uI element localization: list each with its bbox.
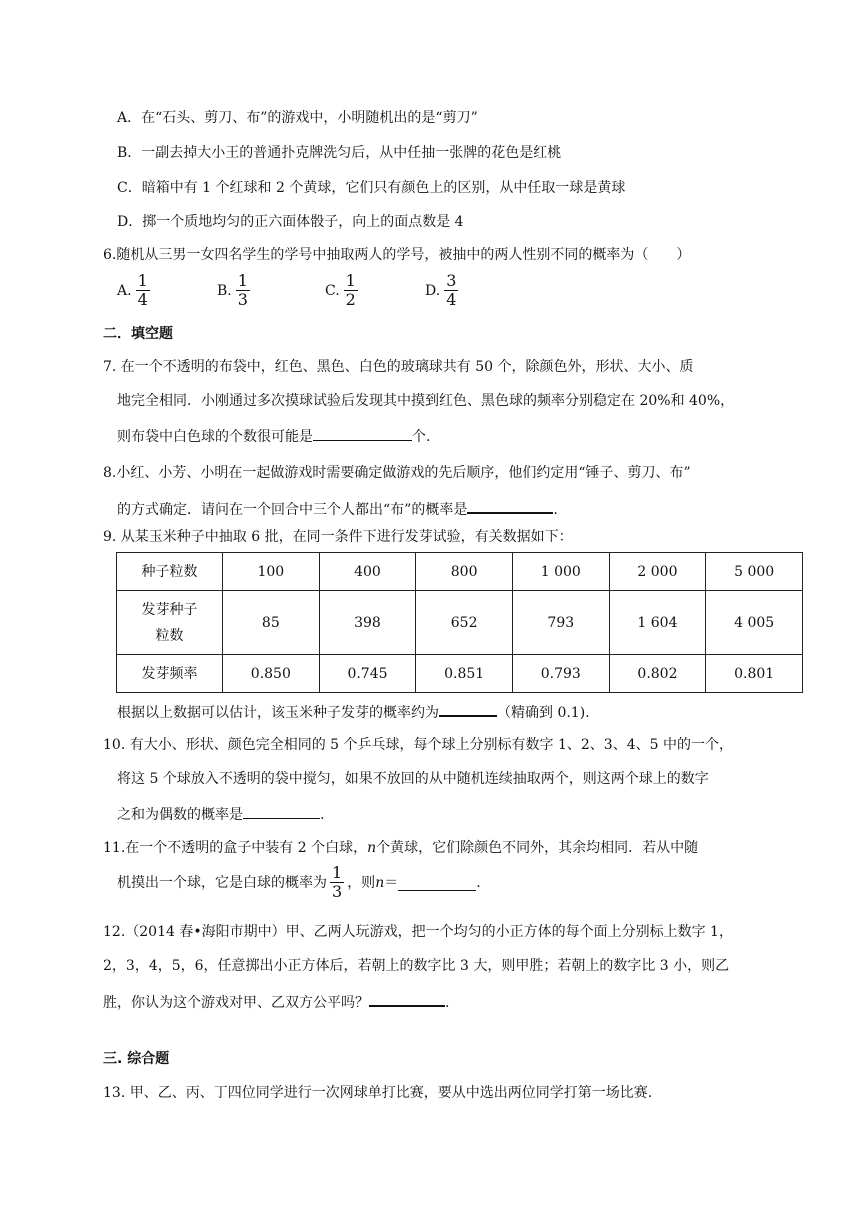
q11-text: 11.在一个不透明的盒子中装有 2 个白球，: [103, 840, 368, 856]
table-row-header: 发芽频率: [117, 655, 223, 693]
table-cell: 0.745: [319, 655, 416, 693]
fraction-numerator: 1: [237, 271, 248, 290]
q6-option-d: [425, 272, 458, 309]
table-row: [117, 591, 803, 655]
q10-line-2: 将这 5 个球放入不透明的袋中搅匀，如果不放回的从中随机连续抽取两个，则这两个球上的数字: [117, 771, 709, 787]
q6-question: 6.随机从三男一女四名学生的学号中抽取两人的学号，被抽中的两人性别不同的概率为（ ）: [103, 247, 691, 263]
table-cell: 0.850: [223, 655, 320, 693]
answer-blank[interactable]: [398, 875, 476, 891]
q6-option-c: [325, 272, 358, 309]
table-cell: 4 005: [706, 591, 803, 655]
q10-line-1: 10. 有大小、形状、颜色完全相同的 5 个乒乓球，每个球上分别标有数字 1、2、3、4、5 中的一个，: [103, 737, 733, 753]
q9-intro: 9. 从某玉米种子中抽取 6 批，在同一条件下进行发芽试验，有关数据如下：: [103, 529, 573, 545]
q7-text: 则布袋中白色球的个数很可能是: [117, 429, 313, 445]
q7-line-2: 地完全相同．小刚通过多次摸球试验后发现其中摸到红色、黑色球的频率分别稳定在 20%和 40%，: [117, 393, 735, 409]
q9-text-end: （精确到 0.1).: [497, 705, 590, 721]
table-row-header: [117, 591, 223, 655]
q6-option-label: B.: [217, 282, 232, 299]
answer-blank[interactable]: [243, 803, 320, 819]
germination-data-table: [116, 552, 803, 693]
fraction-numerator: 1: [137, 271, 148, 290]
q6-option-label: D.: [425, 282, 441, 299]
q11-line-1: [103, 838, 698, 858]
answer-blank[interactable]: [313, 425, 412, 441]
equals-sign: ＝: [384, 874, 399, 891]
section-title-comprehensive: 三. 综合题: [103, 1051, 170, 1067]
header-line: 发芽种子: [141, 601, 198, 618]
fraction-denominator: 3: [332, 882, 343, 901]
table-cell: 0.793: [512, 655, 609, 693]
fraction: [236, 272, 250, 309]
q12-text-end: .: [445, 995, 450, 1011]
q6-option-b: [217, 272, 250, 309]
q10-line-3: [117, 803, 324, 825]
table-cell: 652: [416, 591, 513, 655]
q9-text: 根据以上数据可以估计，该玉米种子发芽的概率约为: [117, 705, 439, 721]
table-cell: 800: [416, 553, 513, 591]
q5-option-b: B．一副去掉大小王的普通扑克牌洗匀后，从中任抽一张牌的花色是红桃: [117, 145, 562, 161]
table-cell: 1 000: [512, 553, 609, 591]
table-cell: 0.851: [416, 655, 513, 693]
table-cell: 0.801: [706, 655, 803, 693]
table-cell: 0.802: [609, 655, 706, 693]
table-cell: 400: [319, 553, 416, 591]
fraction-numerator: 1: [345, 271, 356, 290]
q8-text: 的方式确定．请问在一个回合中三个人都出“布”的概率是: [117, 502, 468, 518]
table-row-header: 种子粒数: [117, 553, 223, 591]
answer-blank[interactable]: [467, 497, 553, 514]
q13-line-1: 13. 甲、乙、丙、丁四位同学进行一次网球单打比赛，要从中选出两位同学打第一场比赛.: [103, 1085, 653, 1101]
q12-line-1: 12.（2014 春•海阳市期中）甲、乙两人玩游戏，把一个均匀的小正方体的每个面上分别标上数字 1，: [103, 924, 733, 940]
table-cell: 5 000: [706, 553, 803, 591]
q12-line-3: [103, 990, 449, 1013]
q7-line-1: 7. 在一个不透明的布袋中，红色、黑色、白色的玻璃球共有 50 个，除颜色外，形状、大小、质: [103, 359, 694, 375]
table-cell: 2 000: [609, 553, 706, 591]
fraction-denominator: 4: [137, 290, 148, 309]
q10-text-end: .: [320, 807, 325, 823]
section-title-fill-in: 二．填空题: [103, 326, 173, 342]
table-cell: 85: [223, 591, 320, 655]
header-line: 粒数: [155, 627, 184, 644]
variable-n: n: [367, 840, 377, 856]
answer-blank[interactable]: [369, 990, 445, 1007]
fraction: [136, 272, 150, 309]
table-cell: 100: [223, 553, 320, 591]
fraction-denominator: 3: [237, 290, 248, 309]
table-row: [117, 553, 803, 591]
table-cell: 398: [319, 591, 416, 655]
q7-text-end: 个.: [412, 429, 431, 445]
q11-text-end: .: [476, 874, 481, 891]
q5-option-c: C．暗箱中有 1 个红球和 2 个黄球，它们只有颜色上的区别，从中任取一球是黄球: [117, 180, 626, 196]
q9-after-table: [117, 700, 590, 723]
q11-text-cont: ，则: [347, 874, 376, 891]
q8-line-2: [117, 497, 558, 520]
q12-line-2: 2，3，4，5，6，任意掷出小正方体后，若朝上的数字比 3 大，则甲胜；若朝上的数字比 3 小，则乙: [103, 958, 730, 974]
q12-text: 胜，你认为这个游戏对甲、乙双方公平吗？: [103, 995, 369, 1011]
fraction-denominator: 2: [345, 290, 356, 309]
q10-text: 之和为偶数的概率是: [117, 807, 243, 823]
fraction-numerator: 3: [446, 271, 457, 290]
q8-line-1: 8.小红、小芳、小明在一起做游戏时需要确定做游戏的先后顺序，他们约定用“锤子、剪刀、布”: [103, 465, 691, 481]
q7-line-3: [117, 425, 430, 447]
fraction: [344, 272, 358, 309]
variable-n: n: [375, 874, 385, 891]
q6-option-a: [117, 272, 150, 309]
fraction-numerator: 1: [332, 863, 343, 882]
fraction: [330, 864, 344, 901]
q5-option-a: A．在“石头、剪刀、布”的游戏中，小明随机出的是“剪刀”: [117, 110, 478, 126]
table-row: [117, 655, 803, 693]
fraction: [444, 272, 458, 309]
q8-text-end: .: [553, 502, 558, 518]
q11-line-2: [117, 864, 481, 901]
q5-option-d: D．掷一个质地均匀的正六面体骰子，向上的面点数是 4: [117, 214, 464, 230]
fraction-denominator: 4: [446, 290, 457, 309]
q11-text-cont: 个黄球，它们除颜色不同外，其余均相同．若从中随: [376, 840, 699, 856]
table-cell: 1 604: [609, 591, 706, 655]
q6-option-label: A.: [117, 282, 132, 299]
q11-text: 机摸出一个球，它是白球的概率为: [117, 874, 327, 891]
answer-blank[interactable]: [439, 700, 497, 717]
q6-option-label: C.: [325, 282, 340, 299]
table-cell: 793: [512, 591, 609, 655]
